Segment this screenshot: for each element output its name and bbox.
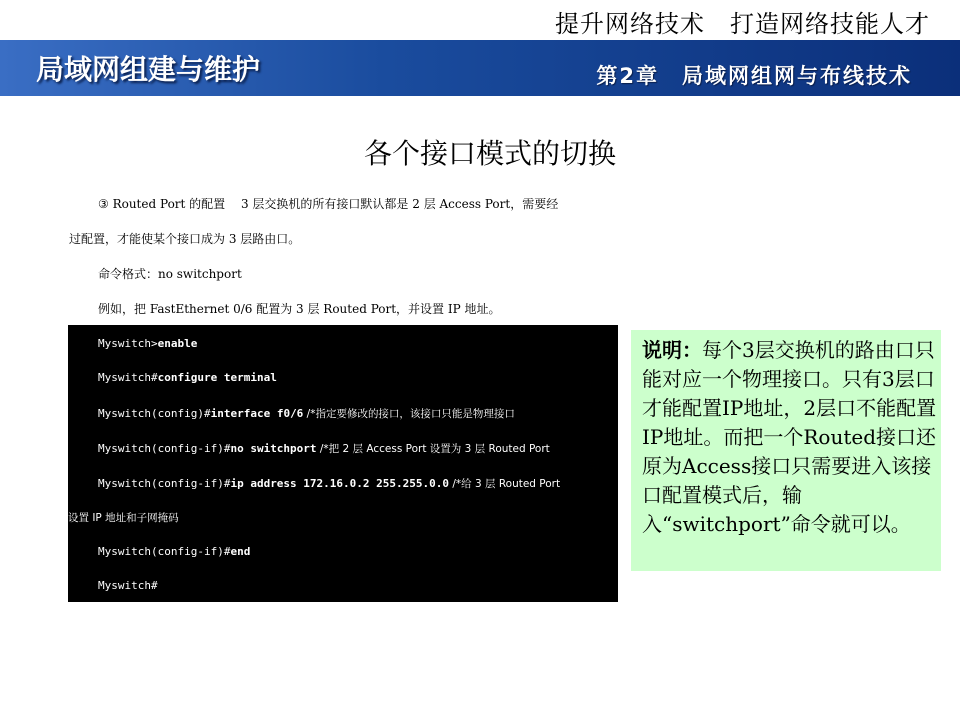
slogan: 提升网络技术 打造网络技能人才 — [555, 10, 930, 38]
terminal-line — [98, 406, 515, 421]
terminal-prompt: Myswitch# — [98, 371, 158, 384]
terminal-line — [98, 579, 158, 592]
doc-paragraph-line: ③ Routed Port 的配置 3 层交换机的所有接口默认都是 2 层 Access Port，需要经 — [98, 197, 559, 211]
terminal-command: enable — [157, 337, 198, 350]
terminal-command: end — [230, 545, 251, 558]
chapter-title: 第2章 局域网组网与布线技术 — [596, 64, 912, 88]
terminal-comment: /*给 3 层 Routed Port — [449, 478, 561, 490]
terminal-screenshot — [68, 325, 618, 602]
terminal-prompt: Myswitch# — [98, 579, 158, 592]
terminal-command: ip address 172.16.0.2 255.255.0.0 — [230, 477, 449, 490]
terminal-line — [68, 510, 616, 525]
terminal-comment: /*指定要修改的接口，该接口只能是物理接口 — [303, 408, 515, 420]
note-box — [631, 330, 941, 571]
terminal-prompt: Myswitch(config)# — [98, 407, 211, 420]
terminal-line — [98, 545, 250, 558]
terminal-command: interface f0/6 — [210, 407, 304, 420]
note-label: 说明： — [642, 338, 702, 362]
terminal-command: configure terminal — [157, 371, 277, 384]
terminal-line — [98, 441, 550, 456]
terminal-prompt: Myswitch(config-if)# — [98, 442, 231, 455]
doc-paragraph-line: 过配置，才能使某个接口成为 3 层路由口。 — [69, 232, 301, 246]
page-title: 各个接口模式的切换 — [363, 137, 616, 170]
terminal-line — [98, 337, 197, 350]
doc-example-line: 例如，把 FastEthernet 0/6 配置为 3 层 Routed Port，并设置 IP 地址。 — [98, 302, 501, 316]
terminal-command: no switchport — [230, 442, 317, 455]
terminal-comment: /*把 2 层 Access Port 设置为 3 层 Routed Port — [316, 443, 550, 455]
header-banner — [0, 40, 960, 96]
terminal-prompt: Myswitch> — [98, 337, 158, 350]
note-text: 每个3层交换机的路由口只能对应一个物理接口。只有3层口才能配置IP地址，2层口不能配置IP地址。而把一个Routed接口还原为Access接口只需要进入该接口配置模式后，输入“switchport”命令就可以。 — [642, 338, 937, 536]
terminal-line — [98, 476, 560, 491]
terminal-comment: 设置 IP 地址和子网掩码 — [68, 512, 179, 524]
terminal-line — [98, 371, 277, 384]
course-title: 局域网组建与维护 — [36, 53, 261, 86]
terminal-prompt: Myswitch(config-if)# — [98, 545, 231, 558]
doc-command-format: 命令格式：no switchport — [98, 267, 242, 281]
terminal-prompt: Myswitch(config-if)# — [98, 477, 231, 490]
